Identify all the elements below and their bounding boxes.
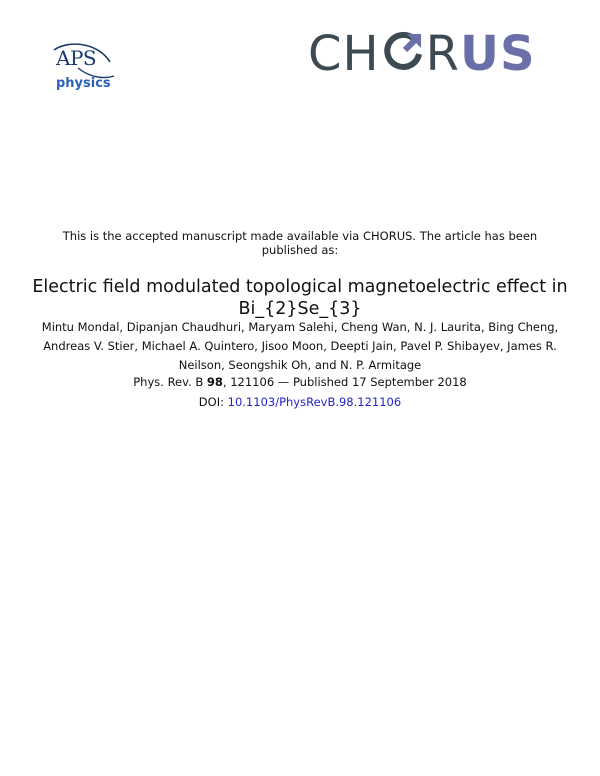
doi-label: DOI: [198, 395, 228, 409]
chorus-logo-part1: CH [308, 26, 380, 82]
intro-statement: This is the accepted manuscript made available via CHORUS. The article has been published as: [62, 229, 538, 257]
doi-link[interactable]: 10.1103/PhysRevB.98.121106 [227, 395, 402, 409]
citation-details: , 121106 — Published 17 September 2018 [222, 375, 467, 389]
chorus-arrow-o-icon [381, 30, 425, 74]
article-title: Electric field modulated topological magnetoelectric effect in Bi_{2}Se_{3} [32, 277, 568, 319]
chorus-logo [308, 28, 536, 80]
aps-physics-logo [48, 40, 128, 98]
doi-line [30, 395, 570, 410]
chorus-logo-part3: US [459, 26, 536, 82]
chorus-logo-part2: R [425, 26, 460, 82]
citation [30, 375, 570, 390]
citation-volume: 98 [206, 375, 223, 389]
aps-logo-physics: physics [56, 76, 111, 91]
aps-logo-text: APS [56, 46, 97, 70]
citation-journal: Phys. Rev. B [133, 375, 207, 389]
author-list: Mintu Mondal, Dipanjan Chaudhuri, Maryam Salehi, Cheng Wan, N. J. Laurita, Bing Cheng, Andreas V. Stier, Michael A. Quintero, Jisoo Moon, Deepti Jain, Pavel P. Shibayev, James R. Neilson, Seongshik Oh, and N. P. Armitage [41, 320, 559, 372]
